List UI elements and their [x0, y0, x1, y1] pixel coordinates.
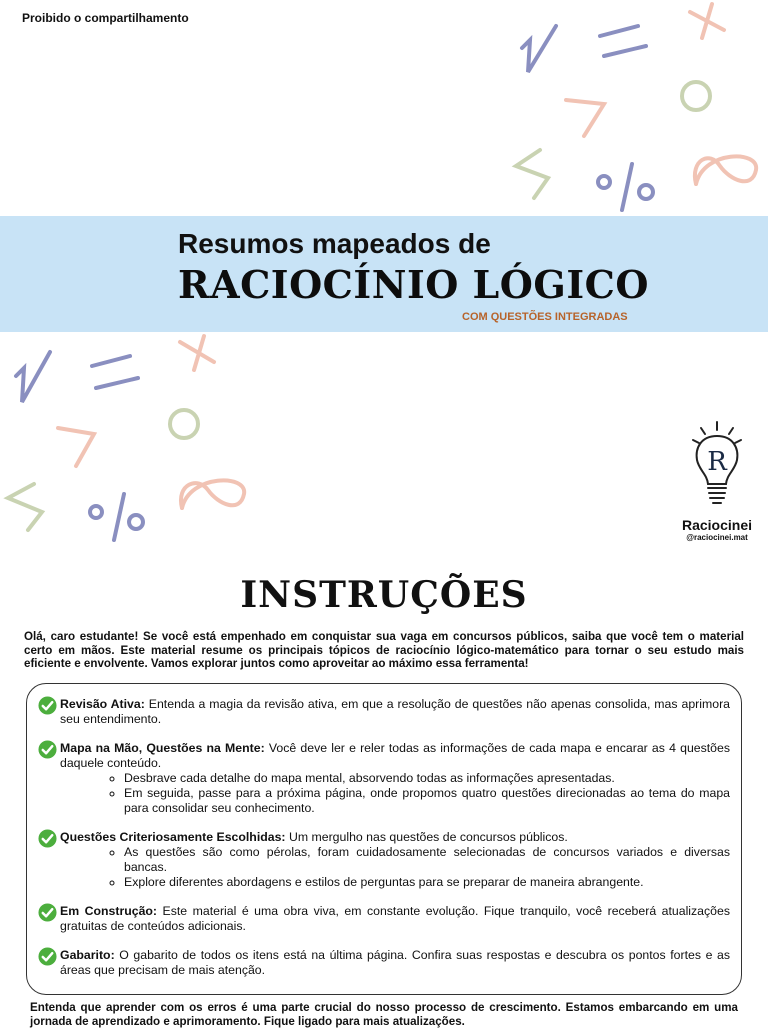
instruction-subitem: ◦ Em seguida, passe para a próxima página, onde propomos quatro questões direcionadas ao tema do mapa para consolidar seu conhecimento.	[124, 786, 730, 816]
check-circle-icon	[38, 829, 57, 848]
instruction-subitem: ◦ Desbrave cada detalhe do mapa mental, absorvendo todas as informações apresentadas.	[124, 771, 730, 786]
instruction-item-text: Entenda a magia da revisão ativa, em que a resolução de questões não apenas consolida, mas aprimora seu entendimento.	[60, 697, 731, 726]
instruction-item-text: O gabarito de todos os itens está na última página. Confira suas respostas e descubra os pontos fortes e as áreas que precisam de mais atenção.	[60, 948, 730, 977]
sharing-prohibited-notice: Proibido o compartilhamento	[22, 11, 189, 25]
instructions-title: INSTRUÇÕES	[240, 574, 528, 616]
check-circle-icon	[38, 740, 57, 759]
check-circle-icon	[38, 903, 57, 922]
instruction-subitem: ◦ Explore diferentes abordagens e estilos de perguntas para se preparar de maneira abrangente.	[124, 875, 730, 890]
page-title: RACIOCÍNIO LÓGICO	[178, 262, 649, 307]
logo-letter: R	[707, 447, 727, 477]
title-tagline: COM QUESTÕES INTEGRADAS	[462, 311, 628, 323]
title-subtitle: Resumos mapeados de	[178, 228, 491, 259]
instruction-item	[38, 948, 730, 978]
instructions-intro: Olá, caro estudante! Se você está empenhado em conquistar sua vaga em concursos públicos, saiba que você tem o material certo em mãos. Este material resume os principais tópicos de raciocínio lógico-matemático para tornar o seu estudo mais eficiente e envolvente. Vamos explorar juntos como aproveitar ao máximo essa ferramenta!	[24, 630, 744, 670]
instruction-item-label: Questões Criteriosamente Escolhidas:	[60, 830, 286, 844]
instruction-item-text: Este material é uma obra viva, em constante evolução. Fique tranquilo, você receberá atualizações gratuitas de conteúdos adicionais.	[60, 904, 730, 933]
instruction-subitems	[60, 845, 730, 890]
instructions-outro: Entenda que aprender com os erros é uma parte crucial do nosso processo de crescimento. Estamos embarcando em uma jornada de aprendizado e aprimoramento. Fique ligado para mais atualizações.	[30, 1001, 738, 1028]
instruction-item-label: Revisão Ativa:	[60, 697, 145, 711]
instruction-item	[38, 830, 730, 890]
instruction-item	[38, 904, 730, 934]
instruction-subitem: ◦ As questões são como pérolas, foram cuidadosamente selecionadas de concursos variados e diversas bancas.	[124, 845, 730, 875]
instruction-item	[38, 697, 730, 727]
check-circle-icon	[38, 696, 57, 715]
instruction-item	[38, 741, 730, 816]
instruction-item-label: Em Construção:	[60, 904, 158, 918]
check-circle-icon	[38, 947, 57, 966]
instruction-item-label: Mapa na Mão, Questões na Mente:	[60, 741, 265, 755]
instruction-item-text: Você deve ler e reler todas as informações de cada mapa e encarar as 4 questões daquele conteúdo.	[60, 741, 731, 770]
brand-handle: @raciocinei.mat	[686, 533, 748, 542]
instruction-subitems	[60, 771, 730, 816]
brand-logo	[672, 420, 762, 542]
instructions-list	[38, 697, 730, 992]
instruction-item-label: Gabarito:	[60, 948, 115, 962]
brand-name: Raciocinei	[681, 517, 753, 533]
lightbulb-icon	[687, 420, 747, 510]
instruction-item-text: Um mergulho nas questões de concursos públicos.	[285, 830, 568, 844]
